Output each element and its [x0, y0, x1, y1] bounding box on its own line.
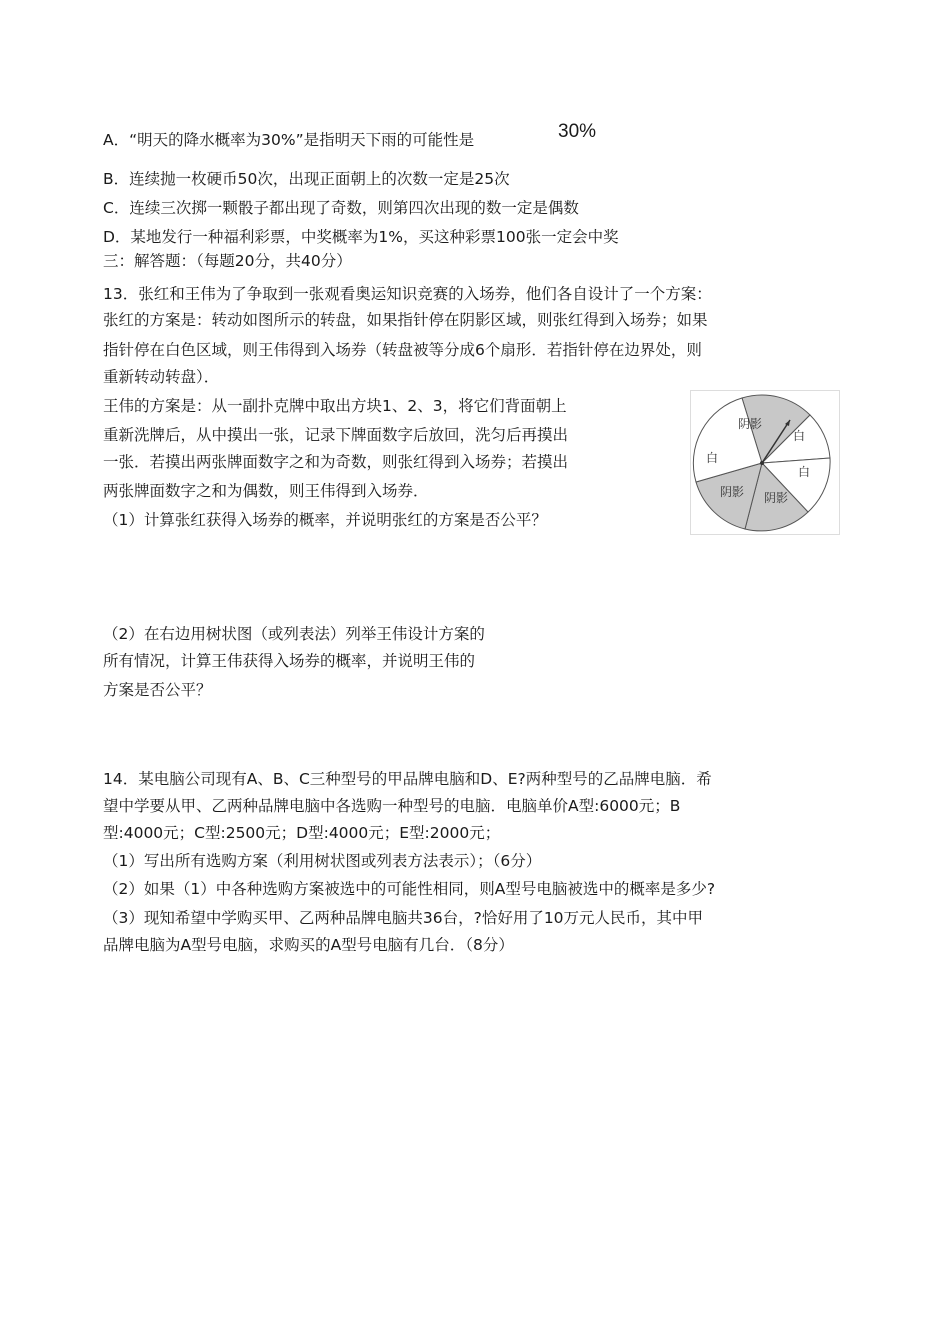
q13-zhanghong-line1: 张红的方案是：转动如图所示的转盘，如果指针停在阴影区域，则张红得到入场券；如果 [103, 311, 708, 329]
label-shadow-bottom-right: 阴影 [764, 491, 789, 505]
q13-part2-line2: 所有情况，计算王伟获得入场券的概率，并说明王伟的 [103, 652, 476, 670]
q13-part2-line3: 方案是否公平？ [103, 681, 212, 699]
q14-line1: 14．某电脑公司现有A、B、C三种型号的甲品牌电脑和D、E?两种型号的乙品牌电脑．希 [103, 770, 712, 788]
q14-part3-line2: 品牌电脑为A型号电脑，求购买的A型号电脑有几台．（8分） [103, 936, 514, 954]
choice-a: A．“明天的降水概率为30%”是指明天下雨的可能性是 [103, 131, 475, 149]
q14-part1: （1）写出所有选购方案（利用树状图或列表方法表示）；（6分） [103, 852, 542, 870]
q13-zhanghong-line2: 指针停在白色区域，则王伟得到入场券（转盘被等分成6个扇形．若指针停在边界处，则 [103, 341, 702, 359]
q14-line3: 型:4000元；C型:2500元；D型:4000元；E型:2000元； [103, 824, 501, 842]
choice-d: D．某地发行一种福利彩票，中奖概率为1%，买这种彩票100张一定会中奖 [103, 228, 619, 246]
label-shadow-bottom-left: 阴影 [720, 485, 745, 499]
q13-wangwei-line4: 两张牌面数字之和为偶数，则王伟得到入场券． [103, 482, 429, 500]
q13-wangwei-line1: 王伟的方案是：从一副扑克牌中取出方块1、2、3，将它们背面朝上 [103, 397, 567, 415]
choice-c: C．连续三次掷一颗骰子都出现了奇数，则第四次出现的数一定是偶数 [103, 199, 579, 217]
q14-part3-line1: （3）现知希望中学购买甲、乙两种品牌电脑共36台，?恰好用了10万元人民币，其中甲 [103, 909, 704, 927]
q13-zhanghong-line3: 重新转动转盘）． [103, 368, 220, 386]
q14-line2: 望中学要从甲、乙两种品牌电脑中各选购一种型号的电脑．电脑单价A型:6000元；B [103, 797, 681, 815]
q13-part2-line1: （2）在右边用树状图（或列表法）列举王伟设计方案的 [103, 625, 485, 643]
spinner-center [760, 461, 764, 465]
label-white-right: 白 [798, 465, 811, 479]
q13-intro: 13．张红和王伟为了争取到一张观看奥运知识竞赛的入场券，他们各自设计了一个方案： [103, 285, 712, 303]
q14-part2: （2）如果（1）中各种选购方案被选中的可能性相同，则A型号电脑被选中的概率是多少? [103, 880, 716, 898]
label-white-left: 白 [706, 451, 719, 465]
q13-wangwei-line3: 一张．若摸出两张牌面数字之和为奇数，则张红得到入场券；若摸出 [103, 453, 569, 471]
q13-part1: （1）计算张红获得入场券的概率，并说明张红的方案是否公平？ [103, 511, 547, 529]
choice-a-answer: 30% [558, 121, 597, 142]
choice-b: B．连续抛一枚硬币50次，出现正面朝上的次数一定是25次 [103, 170, 510, 188]
section-header: 三：解答题：（每题20分，共40分） [103, 252, 352, 270]
label-shadow-top: 阴影 [738, 417, 763, 431]
spinner-diagram [690, 390, 840, 535]
q13-wangwei-line2: 重新洗牌后，从中摸出一张，记录下牌面数字后放回，洗匀后再摸出 [103, 426, 569, 444]
label-white-right-top: 白 [793, 429, 806, 443]
